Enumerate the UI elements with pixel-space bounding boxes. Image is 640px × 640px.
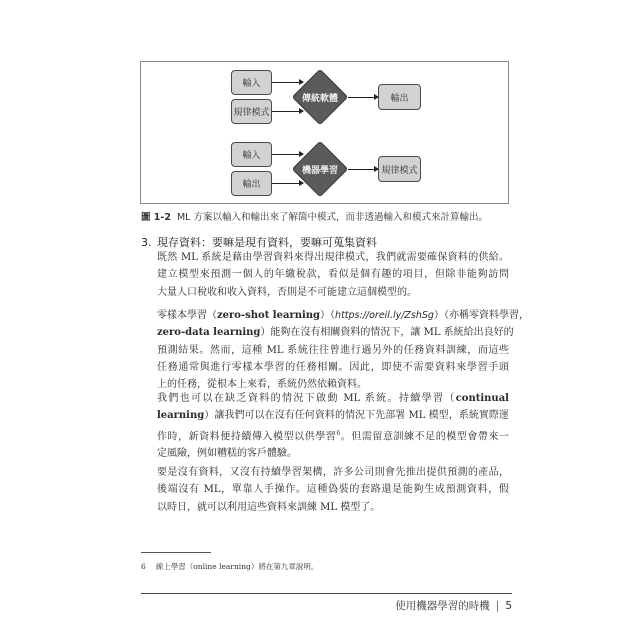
footer-divider [141,593,512,594]
caption-text: ML 方案以輸入和輸出來了解箇中模式，而非透過輸入和模式來計算輸出。 [176,212,488,223]
page-footer [395,598,512,613]
footnote-ref[interactable]: 6 [336,429,341,437]
paragraph-3 [157,390,509,463]
node-pattern-top: 規律模式 [231,99,272,124]
text-line: 我們也可以在缺乏資料的情況下啟動 ML 系統。持續學習（continual [157,393,509,404]
arrow-icon [272,183,303,184]
page-number: 5 [505,600,512,612]
node-input-bottom: 輸入 [231,142,272,167]
paragraph-1 [157,249,509,301]
text-line: 零樣本學習（zero-shot learning）（https://oreil.ly/ZshSg）（亦稱零資料學習， [157,310,529,321]
chapter-title: 使用機器學習的時機 [395,600,490,612]
section-heading [141,234,377,250]
text-line: 大量人口稅收和收入資料，否則是不可能建立這個模型的。 [157,286,417,298]
text-line: zero-data learning）能夠在沒有相關資料的情況下，讓 ML 系統給出良好的 [157,327,514,339]
text-line: 定風險，例如糟糕的客戶體驗。 [157,448,297,460]
footnote-divider [141,552,211,553]
arrow-icon [272,82,303,83]
node-output-bottom: 輸出 [231,171,272,196]
arrow-icon [348,97,378,98]
paragraph-2 [157,307,529,393]
process-label-bottom: 機器學習 [301,166,338,176]
figure-diagram [140,61,509,204]
list-number: 3. [141,236,152,249]
figure-number: 圖 1-2 [141,212,171,223]
text-line: learning）讓我們可以在沒有任何資料的情況下先部署 ML 模型，系統實際運 [157,410,509,422]
text-line: 預測結果。然而，這種 ML 系統往往曾進行過另外的任務資料訓練，而這些 [157,344,509,356]
arrow-icon [272,111,303,112]
text-line: 以時日，就可以利用這些資料來訓練 ML 模型了。 [157,501,381,513]
text-line: 上的任務，從根本上來看，系統仍然依賴資料。 [157,379,367,391]
url-link[interactable]: https://oreil.ly/ZshSg [335,310,434,321]
footnote: 6 線上學習（online learning）將在第九章說明。 [141,562,319,571]
arrow-icon [348,169,378,170]
text-line: 既然 ML 系統是藉由學習資料來得出規律模式，我們就需要確保資料的供給。 [157,252,509,263]
heading-text: 現存資料：要嘛是現有資料，要嘛可蒐集資料 [157,236,377,249]
text-line: 建立模型來預測一個人的年繳稅款，看似是個有趣的項目，但除非能夠訪問 [157,269,509,281]
paragraph-4 [157,464,509,516]
text-line: 任務通常與進行零樣本學習的任務相關。因此，即使不需要資料來學習手頭 [157,361,509,373]
footnote-number: 6 [141,562,146,571]
arrow-icon [272,154,303,155]
footer-separator: | [495,600,500,612]
text-line: 要是沒有資料，又沒有持續學習架構，許多公司則會先推出提供預測的產品， [157,467,509,478]
node-input-top: 輸入 [231,70,272,95]
node-output-top: 輸出 [378,84,421,110]
figure-caption [141,209,488,223]
process-label-top: 傳統軟體 [301,94,338,104]
text-line: 後端沒有 ML，單靠人手操作。這種偽裝的套路還是能夠生成預測資料，假 [157,484,509,496]
node-pattern-bottom: 規律模式 [378,156,421,182]
text-line: 作時，新資料便持續傳入模型以供學習$^6$。但需留意訓練不足的模型會帶來一 [157,429,510,442]
